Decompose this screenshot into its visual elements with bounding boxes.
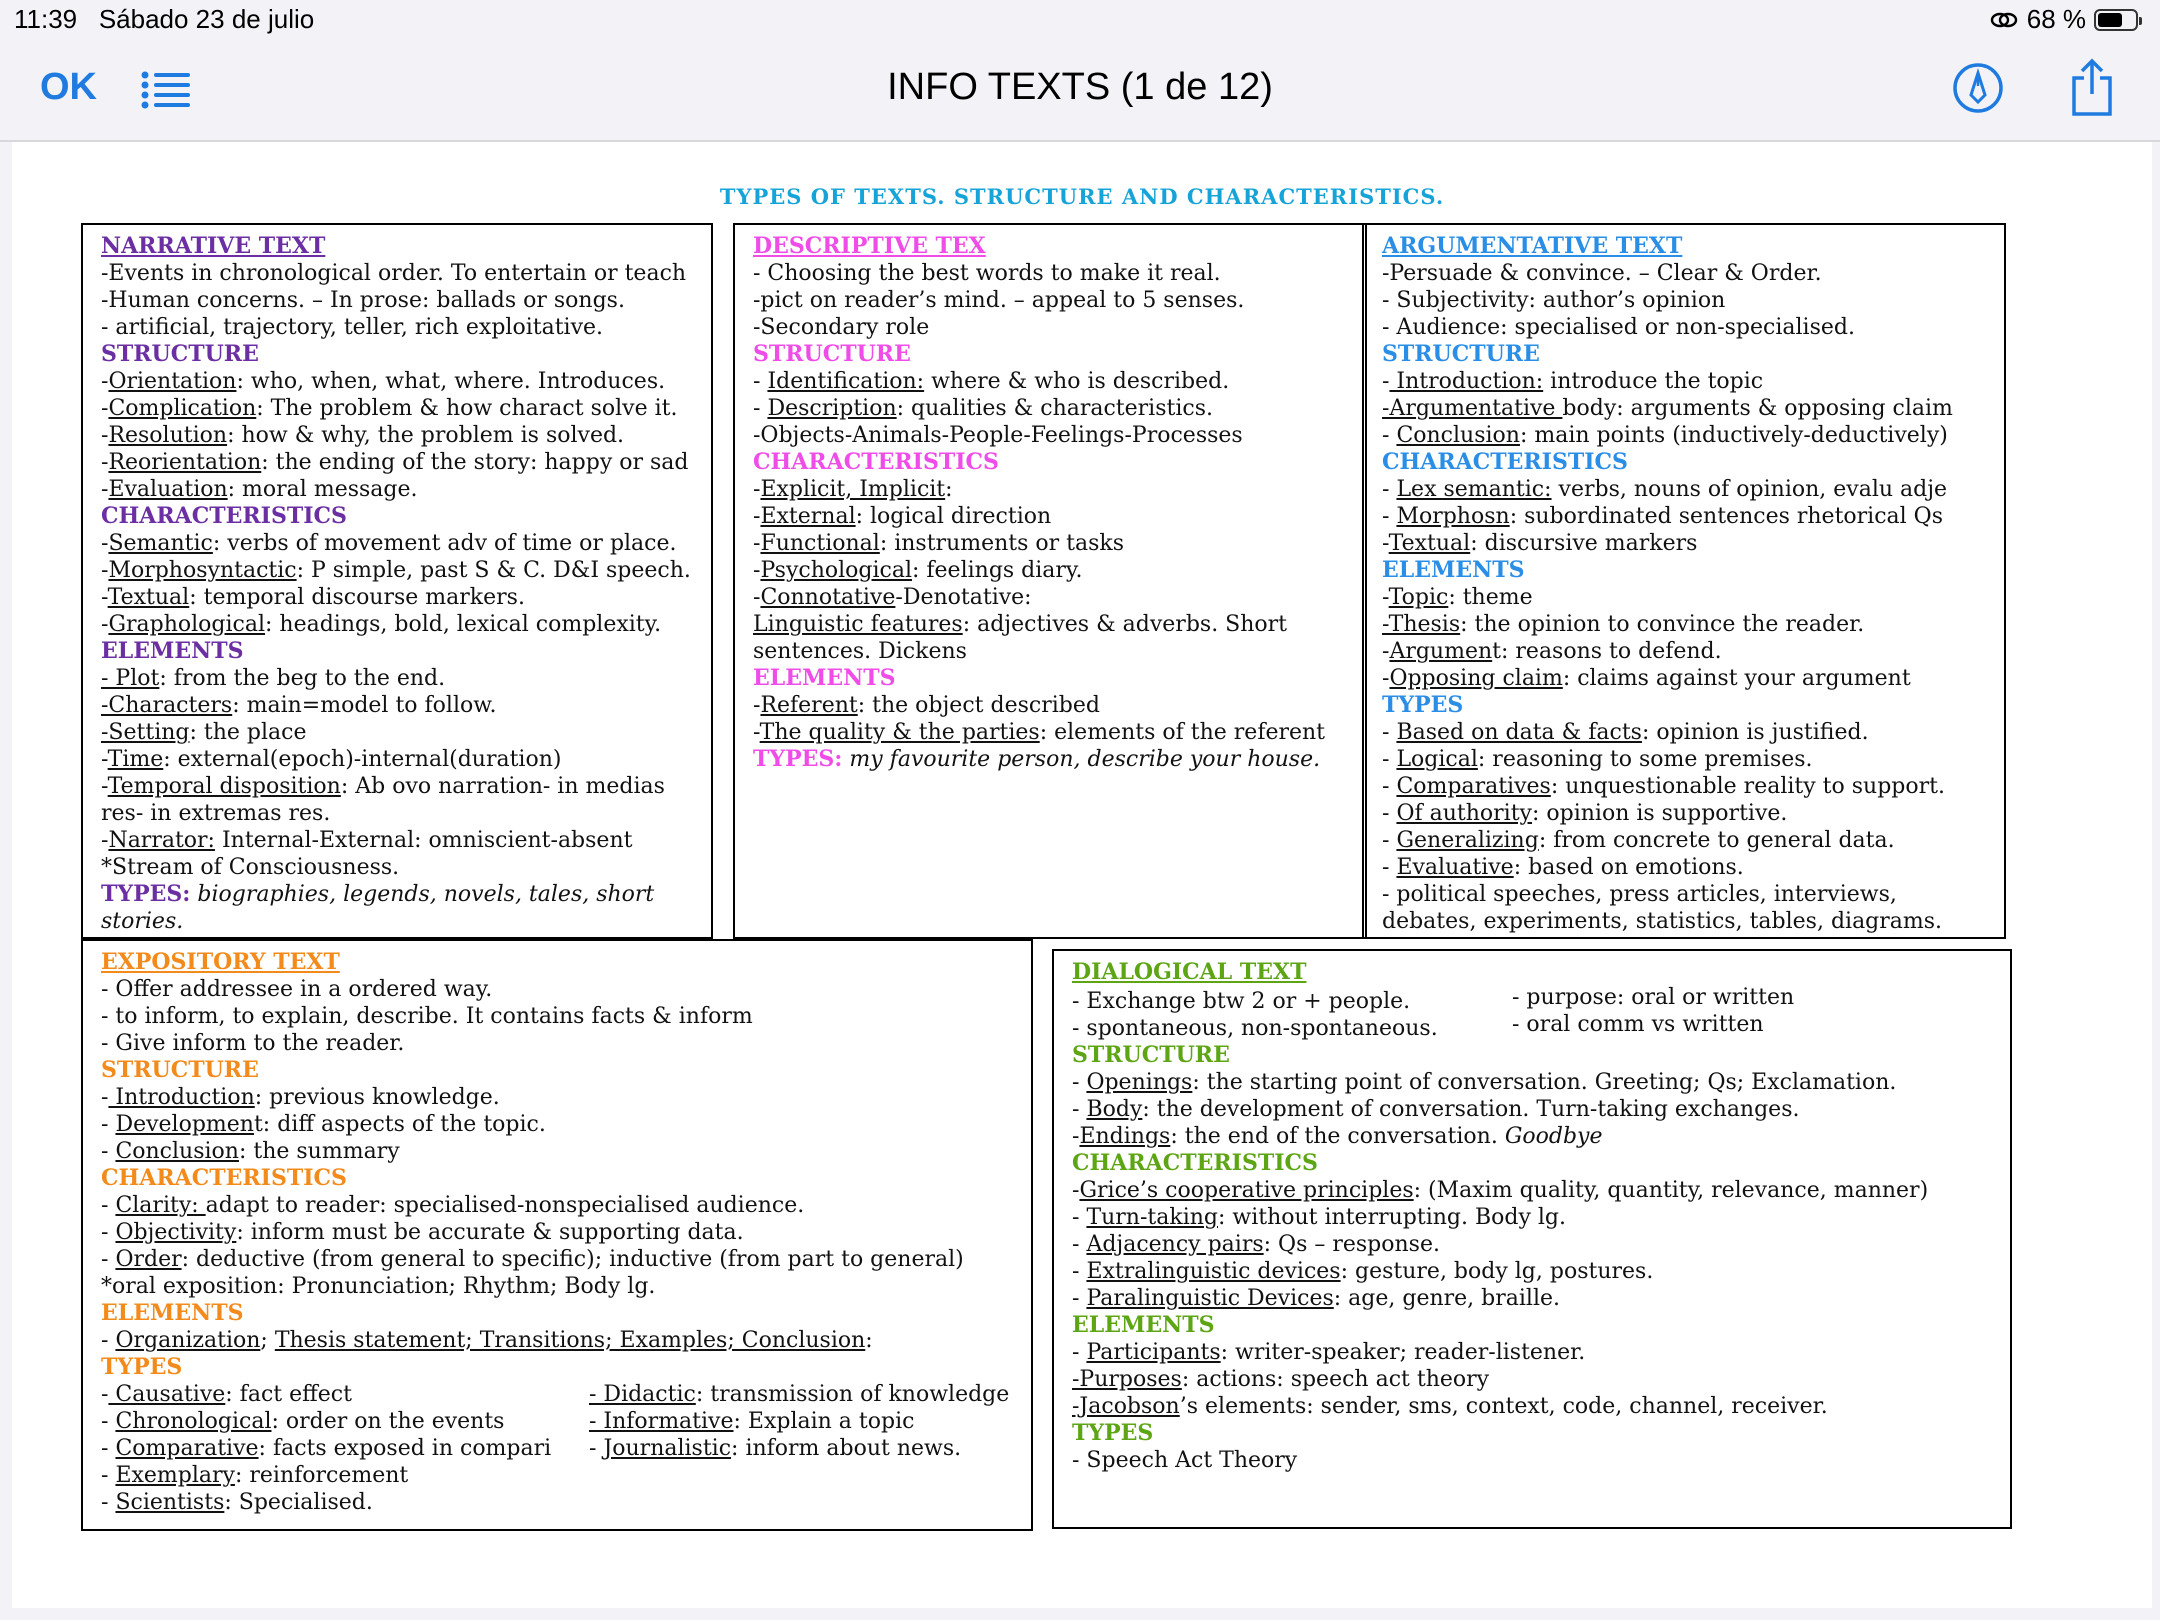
dialogical-structure-heading: STRUCTURE [1072,1042,1230,1068]
narrative-structure-2: -Complication: The problem & how charact solve it. [101,396,678,421]
status-date: Sábado 23 de julio [98,4,315,34]
expository-char-1: - Clarity: adapt to reader: specialised-nonspecialised audience. [101,1193,805,1218]
dialogical-elem-1: - Participants: writer-speaker; reader-listener. [1072,1340,1586,1365]
dialogical-intro [1072,985,2010,1042]
narrative-elem-1: - Plot: from the beg to the end. [101,666,446,691]
argumentative-type-6: - Evaluative: based on emotions. [1382,855,1744,880]
dialogical-structure-1: - Openings: the starting point of conversation. Greeting; Qs; Exclamation. [1072,1070,1897,1095]
argumentative-type-2: - Logical: reasoning to some premises. [1382,747,1813,772]
narrative-structure-heading: STRUCTURE [101,341,259,367]
descriptive-intro-3: -Secondary role [753,315,930,340]
dialogical-elements-heading: ELEMENTS [1072,1312,1215,1338]
expository-type-4: - Exemplary: reinforcement [101,1463,409,1488]
descriptive-char-cont: sentences. Dickens [753,639,967,664]
argumentative-structure-1: - Introduction: introduce the topic [1382,369,1764,394]
nav-bar [0,40,2160,142]
narrative-structure-5: -Evaluation: moral message. [101,477,418,502]
expository-oral: *oral exposition: Pronunciation; Rhythm; Body lg. [101,1274,656,1299]
expository-structure-2: - Development: diff aspects of the topic. [101,1112,546,1137]
descriptive-structure-2: - Description: qualities & characteristics. [753,396,1213,421]
descriptive-intro-2: -pict on reader’s mind. – appeal to 5 senses. [753,288,1245,313]
status-right [1989,4,2138,35]
descriptive-char-3: -Functional: instruments or tasks [753,531,1125,556]
dialogical-intro-3: - purpose: oral or written [1512,985,1795,1010]
battery-percent: 68 % [2026,4,2086,34]
argumentative-structure-2: -Argumentative body: arguments & opposing claim [1382,396,1953,421]
expository-elements: - Organization; Thesis statement; Transitions; Examples; Conclusion: [101,1328,873,1353]
argumentative-heading: ARGUMENTATIVE TEXT [1382,233,1683,259]
battery-icon [2094,9,2138,31]
dialogical-heading: DIALOGICAL TEXT [1072,959,1307,985]
dialogical-types-heading: TYPES [1072,1420,1154,1446]
narrative-elem-3: -Setting: the place [101,720,307,745]
dialogical-characteristics-heading: CHARACTERISTICS [1072,1150,1318,1176]
argumentative-elem-1: -Topic: theme [1382,585,1533,610]
expository-types-right [589,1381,1009,1516]
descriptive-char-6: Linguistic features: adjectives & adverbs. Short [753,612,1288,637]
expository-structure-1: - Introduction: previous knowledge. [101,1085,500,1110]
dialogical-elem-3: -Jacobson’s elements: sender, sms, context, code, channel, receiver. [1072,1394,1828,1419]
descriptive-elements-heading: ELEMENTS [753,665,896,691]
expository-char-2: - Objectivity: inform must be accurate & supporting data. [101,1220,744,1245]
descriptive-types: TYPES: my favourite person, describe your house. [753,746,1321,772]
argumentative-elements-heading: ELEMENTS [1382,557,1525,583]
argumentative-char-2: - Morphosn: subordinated sentences rhetorical Qs [1382,504,1944,529]
narrative-char-2: -Morphosyntactic: P simple, past S & C. D&I speech. [101,558,691,583]
expository-type-5: - Scientists: Specialised. [101,1490,373,1515]
narrative-heading: NARRATIVE TEXT [101,233,326,259]
expository-types-left [101,1381,589,1516]
expository-type-2: - Chronological: order on the events [101,1409,505,1434]
narrative-char-1: -Semantic: verbs of movement adv of time or place. [101,531,677,556]
expository-types-heading: TYPES [101,1354,183,1380]
descriptive-char-1: -Explicit, Implicit: [753,477,953,502]
share-icon[interactable] [2068,58,2116,118]
screen-mirroring-icon [1989,10,2019,30]
expository-characteristics-heading: CHARACTERISTICS [101,1165,347,1191]
argumentative-types-heading: TYPES [1382,692,1464,718]
dialogical-types: - Speech Act Theory [1072,1448,1298,1473]
descriptive-char-5: -Connotative-Denotative: [753,585,1032,610]
status-time: 11:39 Sábado 23 de julio [14,4,315,34]
expository-intro-3: - Give inform to the reader. [101,1031,405,1056]
descriptive-text-box [733,223,1367,939]
argumentative-type-4: - Of authority: opinion is supportive. [1382,801,1788,826]
narrative-types: TYPES: biographies, legends, novels, tales, short [101,881,655,907]
argumentative-type-3: - Comparatives: unquestionable reality to support. [1382,774,1945,799]
narrative-elem-4: -Time: external(epoch)-internal(duration) [101,747,562,772]
narrative-intro-1: -Events in chronological order. To entertain or teach [101,261,687,286]
document-title: TYPES OF TEXTS. STRUCTURE AND CHARACTERISTICS. [719,184,1445,209]
dialogical-char-1: -Grice’s cooperative principles: (Maxim quality, quantity, relevance, manner) [1072,1178,1929,1203]
descriptive-char-4: -Psychological: feelings diary. [753,558,1083,583]
dialogical-char-5: - Paralinguistic Devices: age, genre, braille. [1072,1286,1561,1311]
narrative-text-box [81,223,713,939]
narrative-structure-4: -Reorientation: the ending of the story: happy or sad [101,450,689,475]
expository-type-3: - Comparative: facts exposed in compari [101,1436,552,1461]
descriptive-heading: DESCRIPTIVE TEX [753,233,986,259]
narrative-characteristics-heading: CHARACTERISTICS [101,503,347,529]
document-page[interactable] [12,142,2152,1608]
argumentative-types-extra-1: - political speeches, press articles, interviews, [1382,882,1897,907]
argumentative-char-1: - Lex semantic: verbs, nouns of opinion, evalu adje [1382,477,1948,502]
descriptive-structure-extra: -Objects-Animals-People-Feelings-Processes [753,423,1243,448]
dialogical-intro-2: - spontaneous, non-spontaneous. [1072,1016,1438,1041]
expository-structure-heading: STRUCTURE [101,1057,259,1083]
expository-intro-2: - to inform, to explain, describe. It contains facts & inform [101,1004,753,1029]
narrative-elements-heading: ELEMENTS [101,638,244,664]
narrative-narrator: -Narrator: Internal-External: omniscient-absent [101,828,633,853]
descriptive-elem-1: -Referent: the object described [753,693,1100,718]
page-title: INFO TEXTS (1 de 12) [887,66,1273,108]
status-bar [0,0,2160,40]
expository-type-7: - Informative: Explain a topic [589,1409,915,1434]
narrative-structure-3: -Resolution: how & why, the problem is solved. [101,423,625,448]
narrative-stream: *Stream of Consciousness. [101,855,400,880]
dialogical-char-4: - Extralinguistic devices: gesture, body lg, postures. [1072,1259,1654,1284]
argumentative-types-extra-2: debates, experiments, statistics, tables, diagrams. [1382,909,1943,934]
narrative-intro-2: -Human concerns. – In prose: ballads or songs. [101,288,625,313]
narrative-intro-3: - artificial, trajectory, teller, rich exploitative. [101,315,604,340]
descriptive-intro-1: - Choosing the best words to make it real. [753,261,1221,286]
dialogical-intro-left [1072,988,1512,1042]
dialogical-structure-2: - Body: the development of conversation. Turn-taking exchanges. [1072,1097,1800,1122]
descriptive-elem-2: -The quality & the parties: elements of the referent [753,720,1326,745]
expository-structure-3: - Conclusion: the summary [101,1139,400,1164]
narrative-structure-1: -Orientation: who, when, what, where. Introduces. [101,369,666,394]
argumentative-text-box [1362,223,2006,939]
descriptive-structure-heading: STRUCTURE [753,341,911,367]
dialogical-intro-right [1512,984,1794,1042]
expository-char-3: - Order: deductive (from general to specific); inductive (from part to general) [101,1247,964,1272]
argumentative-intro-1: -Persuade & convince. – Clear & Order. [1382,261,1822,286]
dialogical-char-2: - Turn-taking: without interrupting. Body lg. [1072,1205,1567,1230]
narrative-char-3: -Textual: temporal discourse markers. [101,585,525,610]
expository-text-box [81,939,1033,1531]
argumentative-structure-heading: STRUCTURE [1382,341,1540,367]
dialogical-structure-3: -Endings: the end of the conversation. Goodbye [1072,1124,1603,1149]
dialogical-intro-4: - oral comm vs written [1512,1012,1764,1037]
expository-elements-heading: ELEMENTS [101,1300,244,1326]
descriptive-characteristics-heading: CHARACTERISTICS [753,449,999,475]
narrative-elem-5: -Temporal disposition: Ab ovo narration- in medias [101,774,665,799]
argumentative-char-3: -Textual: discursive markers [1382,531,1698,556]
expository-intro-1: - Offer addressee in a ordered way. [101,977,493,1002]
argumentative-intro-2: - Subjectivity: author’s opinion [1382,288,1726,313]
argumentative-elem-4: -Opposing claim: claims against your argument [1382,666,1911,691]
expository-type-1: - Causative: fact effect [101,1382,352,1407]
expository-types-columns [101,1381,1031,1516]
descriptive-char-2: -External: logical direction [753,504,1052,529]
argumentative-type-5: - Generalizing: from concrete to general data. [1382,828,1895,853]
dialogical-elem-2: -Purposes: actions: speech act theory [1072,1367,1490,1392]
argumentative-type-1: - Based on data & facts: opinion is justified. [1382,720,1869,745]
argumentative-structure-3: - Conclusion: main points (inductively-deductively) [1382,423,1948,448]
argumentative-characteristics-heading: CHARACTERISTICS [1382,449,1628,475]
descriptive-structure-1: - Identification: where & who is described. [753,369,1230,394]
dialogical-intro-1: - Exchange btw 2 or + people. [1072,989,1411,1014]
dialogical-char-3: - Adjacency pairs: Qs – response. [1072,1232,1440,1257]
expository-type-6: - Didactic: transmission of knowledge [589,1382,1010,1407]
narrative-elem-cont: res- in extremas res. [101,801,331,826]
dialogical-text-box [1052,949,2012,1529]
argumentative-intro-3: - Audience: specialised or non-specialised. [1382,315,1855,340]
narrative-elem-2: -Characters: main=model to follow. [101,693,497,718]
argumentative-elem-2: -Thesis: the opinion to convince the reader. [1382,612,1865,637]
narrative-char-4: -Graphological: headings, bold, lexical complexity. [101,612,662,637]
argumentative-elem-3: -Argument: reasons to defend. [1382,639,1722,664]
ok-button[interactable]: OK [40,66,97,108]
narrative-types-cont: stories. [101,909,184,934]
expository-heading: EXPOSITORY TEXT [101,949,340,975]
markup-pen-icon[interactable] [1952,62,2004,114]
expository-type-8: - Journalistic: inform about news. [589,1436,962,1461]
